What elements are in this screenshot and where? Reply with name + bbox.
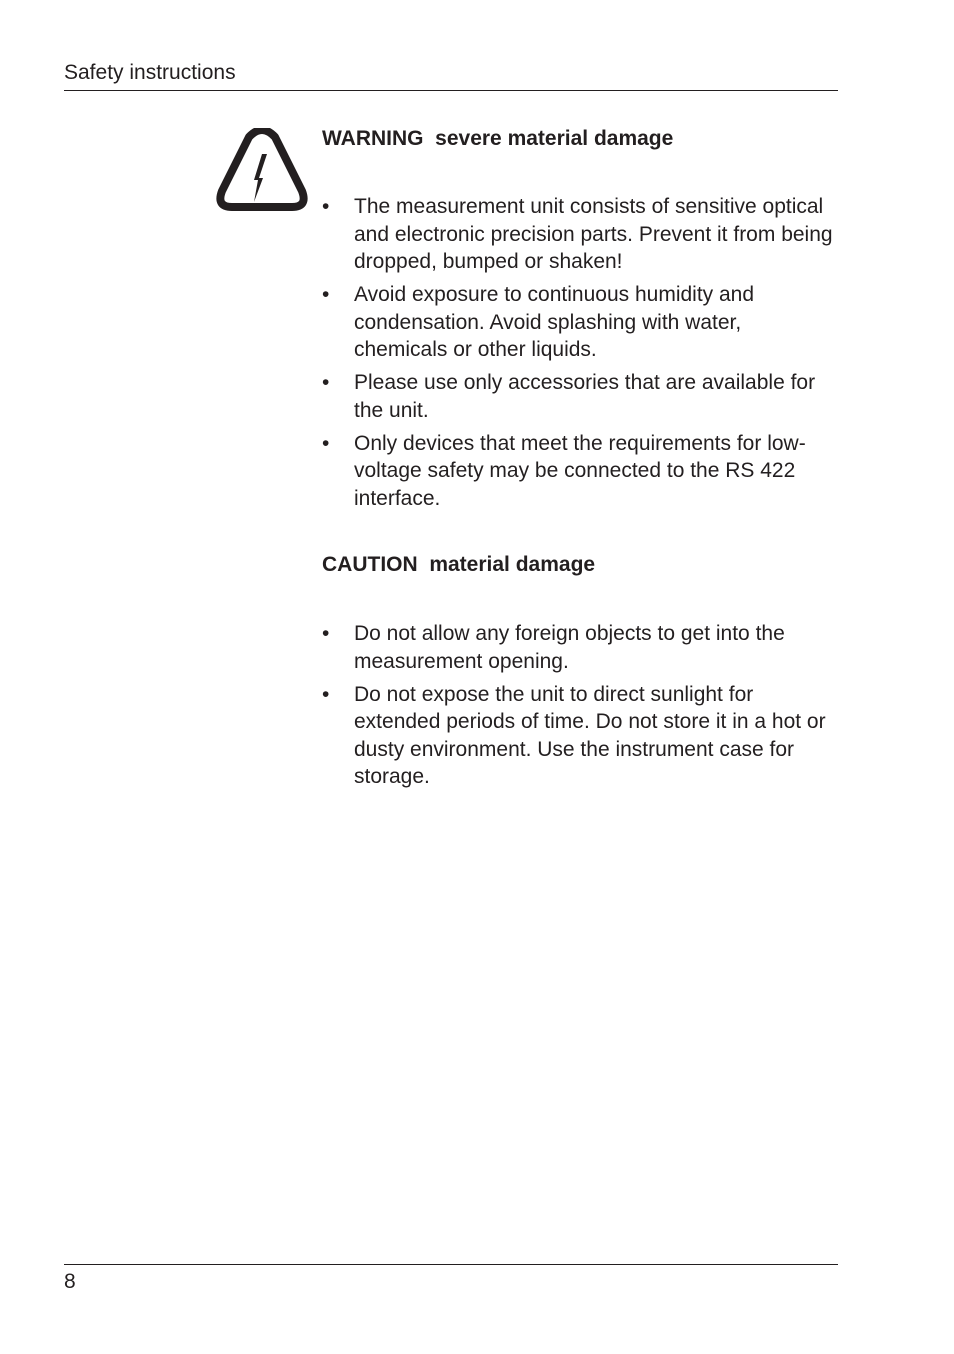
- lightning-bolt: [254, 154, 267, 202]
- list-item: [322, 430, 834, 513]
- warning-list: [322, 193, 834, 518]
- warning-item-text: Avoid exposure to continuous humidity and condensation. Avoid splashing with water, chemicals or other liquids.: [354, 283, 755, 361]
- warning-item-text: Please use only accessories that are available for the unit.: [354, 371, 816, 422]
- caution-item-text: Do not allow any foreign objects to get into the measurement opening.: [354, 622, 785, 673]
- bullet-mark: •: [322, 283, 330, 306]
- bullet-mark: •: [322, 371, 330, 394]
- list-item: [322, 620, 834, 675]
- bullet-mark: •: [322, 195, 330, 218]
- list-item: [322, 281, 834, 364]
- lightning-warning-triangle-icon: [216, 128, 308, 212]
- caution-list: [322, 620, 834, 796]
- list-item: [322, 369, 834, 424]
- list-item: [322, 193, 834, 276]
- caution-heading: CAUTION material damage: [322, 553, 596, 576]
- bullet-mark: •: [322, 682, 330, 706]
- warning-item-text: The measurement unit consists of sensitive optical and electronic precision parts. Prevent it from being dropped, bumped or shaken!: [354, 195, 833, 273]
- footer-divider: [64, 1264, 838, 1265]
- page-header-title: Safety instructions: [64, 61, 236, 84]
- bullet-mark: •: [322, 431, 330, 455]
- caution-item-text: Do not expose the unit to direct sunlight for extended periods of time. Do not store it in a hot or dusty environment. Use the instrument case for storage.: [354, 682, 826, 788]
- warning-item-text: Only devices that meet the requirements for low-voltage safety may be connected to the RS 422 interface.: [354, 431, 806, 510]
- list-item: [322, 681, 834, 791]
- header-divider: [64, 90, 838, 91]
- bullet-mark: •: [322, 622, 330, 645]
- warning-heading: WARNING severe material damage: [322, 127, 674, 150]
- page-number: 8: [64, 1270, 76, 1293]
